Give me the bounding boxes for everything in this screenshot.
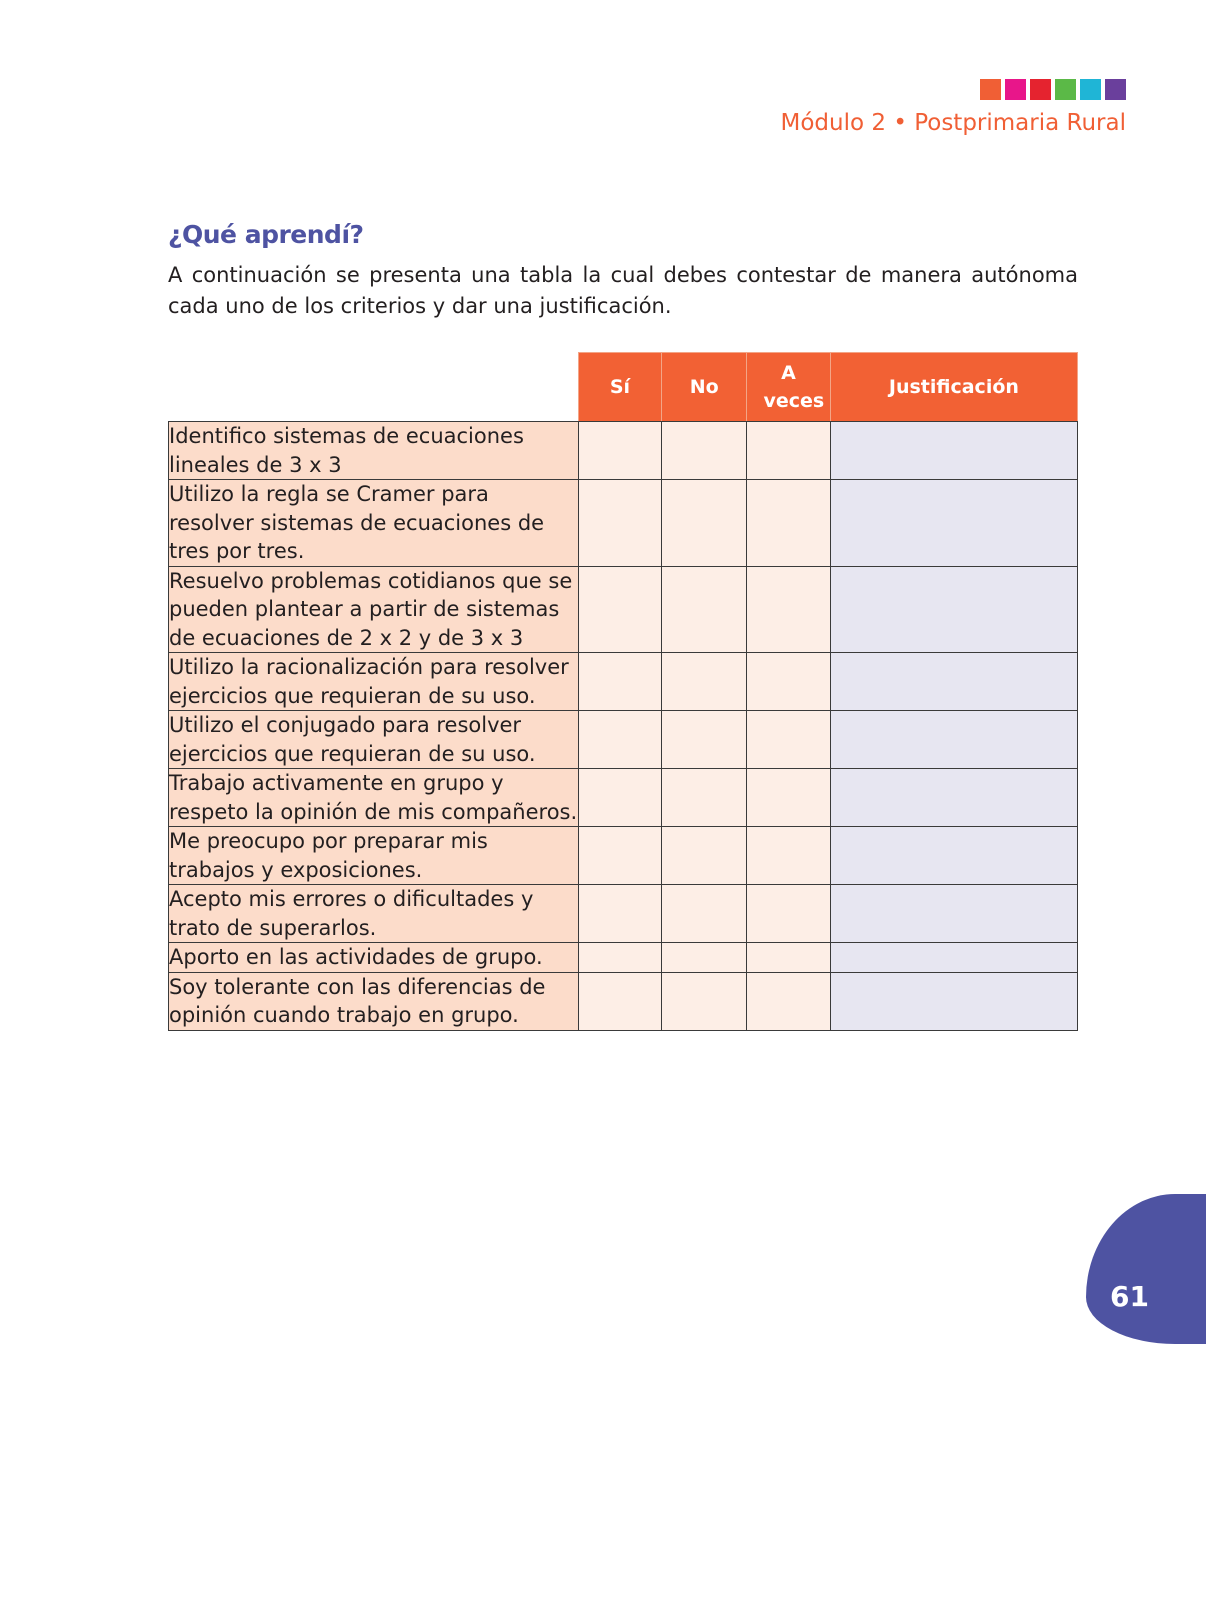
table-row (169, 711, 1078, 769)
criterion-cell: Utilizo la regla se Cramer para resolver sistemas de ecuaciones de tres por tres. (169, 480, 579, 567)
a-veces-cell[interactable] (747, 943, 831, 973)
self-assessment-table (168, 352, 1078, 1031)
color-square (1080, 79, 1101, 100)
page-number-blob (1086, 1194, 1206, 1344)
intro-paragraph: A continuación se presenta una tabla la cual debes contestar de manera autónoma cada uno de los criterios y dar una justificación. (168, 263, 1078, 318)
a-veces-cell[interactable] (747, 972, 831, 1030)
column-header-justificacion: Justificación (830, 353, 1077, 422)
a-veces-cell[interactable] (747, 885, 831, 943)
justification-cell[interactable] (830, 972, 1077, 1030)
si-cell[interactable] (578, 827, 662, 885)
no-cell[interactable] (662, 769, 747, 827)
si-cell[interactable] (578, 943, 662, 973)
si-cell[interactable] (578, 422, 662, 480)
a-veces-cell[interactable] (747, 711, 831, 769)
color-square (1030, 79, 1051, 100)
no-cell[interactable] (662, 653, 747, 711)
a-veces-cell[interactable] (747, 422, 831, 480)
page-number: 61 (1110, 1280, 1149, 1313)
table-row (169, 885, 1078, 943)
justification-cell[interactable] (830, 711, 1077, 769)
criterion-cell: Soy tolerante con las diferencias de opinión cuando trabajo en grupo. (169, 972, 579, 1030)
table-row (169, 972, 1078, 1030)
no-cell[interactable] (662, 827, 747, 885)
section-title: ¿Qué aprendí? (168, 220, 364, 249)
a-veces-cell[interactable] (747, 566, 831, 653)
module-header: Módulo 2 • Postprimaria Rural (780, 110, 1126, 136)
color-square (1005, 79, 1026, 100)
criterion-cell: Me preocupo por preparar mis trabajos y exposiciones. (169, 827, 579, 885)
criterion-cell: Utilizo la racionalización para resolver ejercicios que requieran de su uso. (169, 653, 579, 711)
table-row (169, 827, 1078, 885)
a-veces-cell[interactable] (747, 480, 831, 567)
si-cell[interactable] (578, 480, 662, 567)
no-cell[interactable] (662, 480, 747, 567)
justification-cell[interactable] (830, 480, 1077, 567)
a-veces-cell[interactable] (747, 827, 831, 885)
justification-cell[interactable] (830, 885, 1077, 943)
no-cell[interactable] (662, 422, 747, 480)
criterion-cell: Acepto mis errores o dificultades y trato de superarlos. (169, 885, 579, 943)
column-header-no: No (662, 353, 747, 422)
si-cell[interactable] (578, 711, 662, 769)
table-row (169, 653, 1078, 711)
table-row (169, 943, 1078, 973)
criterion-cell: Trabajo activamente en grupo y respeto la opinión de mis compañeros. (169, 769, 579, 827)
criterion-cell: Utilizo el conjugado para resolver ejercicios que requieran de su uso. (169, 711, 579, 769)
justification-cell[interactable] (830, 422, 1077, 480)
a-veces-cell[interactable] (747, 769, 831, 827)
criterion-cell: Identifico sistemas de ecuaciones lineales de 3 x 3 (169, 422, 579, 480)
no-cell[interactable] (662, 566, 747, 653)
criterion-cell: Aporto en las actividades de grupo. (169, 943, 579, 973)
table-row (169, 422, 1078, 480)
color-square (1105, 79, 1126, 100)
si-cell[interactable] (578, 769, 662, 827)
justification-cell[interactable] (830, 827, 1077, 885)
criterion-cell: Resuelvo problemas cotidianos que se pueden plantear a partir de sistemas de ecuaciones de 2 x 2 y de 3 x 3 (169, 566, 579, 653)
header-empty-cell (169, 353, 579, 422)
color-square (980, 79, 1001, 100)
si-cell[interactable] (578, 972, 662, 1030)
table-header-row (169, 353, 1078, 422)
a-veces-cell[interactable] (747, 653, 831, 711)
justification-cell[interactable] (830, 943, 1077, 973)
no-cell[interactable] (662, 885, 747, 943)
color-square (1055, 79, 1076, 100)
justification-cell[interactable] (830, 653, 1077, 711)
table-row (169, 566, 1078, 653)
si-cell[interactable] (578, 566, 662, 653)
justification-cell[interactable] (830, 566, 1077, 653)
no-cell[interactable] (662, 943, 747, 973)
no-cell[interactable] (662, 972, 747, 1030)
si-cell[interactable] (578, 653, 662, 711)
si-cell[interactable] (578, 885, 662, 943)
column-header-a-veces: A veces (747, 353, 831, 422)
justification-cell[interactable] (830, 769, 1077, 827)
module-color-bar (980, 79, 1126, 100)
no-cell[interactable] (662, 711, 747, 769)
table-row (169, 769, 1078, 827)
column-header-si: Sí (578, 353, 662, 422)
table-row (169, 480, 1078, 567)
